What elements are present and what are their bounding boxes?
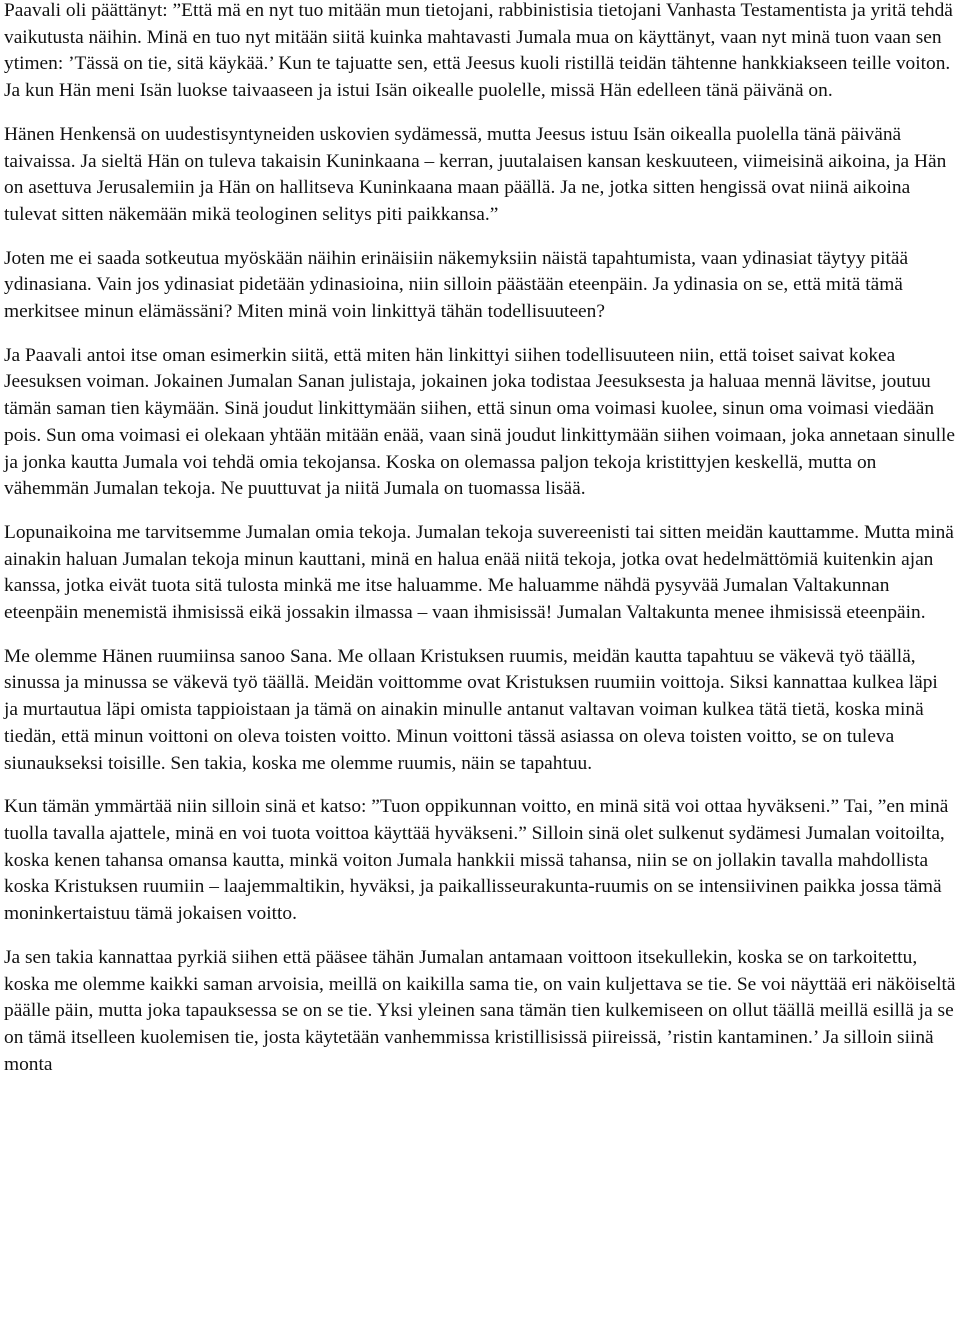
paragraph-1: Paavali oli päättänyt: ”Että mä en nyt tuo mitään mun tietojani, rabbinistisia tietojani Vanhasta Testamentista ja yritä tehdä vaikutusta näihin. Minä en tuo nyt mitään siitä kuinka mahtavasti Jumala mua on käyttänyt, vaan nyt minä tuon vaan sen ytimen: ’Tässä on tie, sitä käykää.’ Kun te tajuatte sen, että Jeesus kuoli ristillä teidän tähtenne hankkiakseen teille voiton. Ja kun Hän meni Isän luokse taivaaseen ja istui Isän oikealle puolelle, missä Hän edelleen tänä päivänä on. bbox=[4, 0, 953, 102]
paragraph-2: Hänen Henkensä on uudestisyntyneiden uskovien sydämessä, mutta Jeesus istuu Isän oikealla puolella tänä päivänä taivaissa. Ja sieltä Hän on tuleva takaisin Kuninkaana – kerran, juutalaisen kansan keskuuteen, viimeisinä aikoina, ja Hän on asettuva Jerusalemiin ja Hän on hallitseva Kuninkaana maan päällä. Ja ne, jotka sitten hengissä ovat niinä aikoina tulevat sitten näkemään mikä teologinen selitys piti paikkansa.” bbox=[4, 123, 947, 225]
paragraph-6: Me olemme Hänen ruumiinsa sanoo Sana. Me ollaan Kristuksen ruumis, meidän kautta tapahtuu se väkevä työ täällä, sinussa ja minussa se väkevä työ täällä. Meidän voittomme ovat Kristuksen ruumiin voittoja. Siksi kannattaa kulkea läpi ja murtautua läpi omista tappioistaan ja tämä on ainakin minulle antanut valtavan voiman kulkea tätä tietä, koska minä tiedän, että minun voittoni on oleva toisten voitto. Minun voittoni tässä asiassa on oleva toisten voitto, se on tuleva siunaukseksi toisille. Sen takia, koska me olemme ruumis, näin se tapahtuu. bbox=[4, 645, 938, 774]
paragraph-5: Lopunaikoina me tarvitsemme Jumalan omia tekoja. Jumalan tekoja suvereenisti tai sitten meidän kauttamme. Mutta minä ainakin haluan Jumalan tekoja minun kauttani, minä en halua enää niitä tekoja, jotka ovat hedelmättömiä kuitenkin ajan kanssa, jotka eivät tuota sitä tulosta minkä me itse haluamme. Me haluamme nähdä pysyvää Jumalan Valtakunnan eteenpäin menemistä ihmisissä eikä jossakin ilmassa – vaan ihmisissä! Jumalan Valtakunta menee ihmisissä eteenpäin. bbox=[4, 521, 954, 624]
paragraph-3: Joten me ei saada sotkeutua myöskään näihin erinäisiin näkemyksiin näistä tapahtumista, vaan ydinasiat täytyy pitää ydinasiana. Vain jos ydinasiat pidetään ydinasioina, niin silloin päästään eteenpäin. Ja ydinasia on se, että mitä tämä merkitsee minun elämässäni? Miten minä voin linkittyä tähän todellisuuteen? bbox=[4, 247, 909, 323]
paragraph-4: Ja Paavali antoi itse oman esimerkin siitä, että miten hän linkittyi siihen todellisuuteen niin, että toiset saivat kokea Jeesuksen voiman. Jokainen Jumalan Sanan julistaja, jokainen joka todistaa Jeesuksesta ja haluaa mennä lävitse, joutuu tämän saman tien käymään. Sinä joudut linkittymään siihen, että sinun oma voimasi kuolee, sinun oma voimasi viedään pois. Sun oma voimasi ei olekaan yhtään mitään enää, vaan sinä joudut linkittymään siihen voimaan, joka annetaan sinulle ja jonka kautta Jumala voi tehdä omia tekojansa. Koska on olemassa paljon tekoja kristittyjen keskellä, mutta on vähemmän Jumalan tekoja. Ne puuttuvat ja niitä Jumala on tuomassa lisää. bbox=[4, 344, 955, 500]
document-page bbox=[4, 0, 956, 1095]
paragraph-8: Ja sen takia kannattaa pyrkiä siihen että pääsee tähän Jumalan antamaan voittoon itsekullekin, koska se on tarkoitettu, koska me olemme kaikki saman arvoisia, meillä on kaikilla sama tie, on vain kuljettava se tie. Se voi näyttää eri näköiseltä päälle päin, mutta joka tapauksessa se on se tie. Yksi yleinen sana tämän tien kulkemiseen on ollut täällä meillä esillä ja se on tämä itselleen kuolemisen tie, josta käytetään vanhemmissa kristillisissä piireissä, ’ristin kantaminen.’ Ja silloin siinä monta bbox=[4, 946, 956, 1075]
paragraph-7: Kun tämän ymmärtää niin silloin sinä et katso: ”Tuon oppikunnan voitto, en minä sitä voi ottaa hyväkseni.” Tai, ”en minä tuolla tavalla ajattele, minä en voi tuota voittoa käyttää hyväkseni.” Silloin sinä olet sulkenut sydämesi Jumalan voitoilta, koska kenen tahansa omansa kautta, minkä voiton Jumala hankkii missä tahansa, niin se on jollakin tavalla mahdollista koska Kristuksen ruumiin – laajemmaltikin, hyväksi, ja paikallisseurakunta-ruumis on se intensiivinen paikka jossa tämä moninkertaistuu tämä jokaisen voitto. bbox=[4, 796, 949, 925]
